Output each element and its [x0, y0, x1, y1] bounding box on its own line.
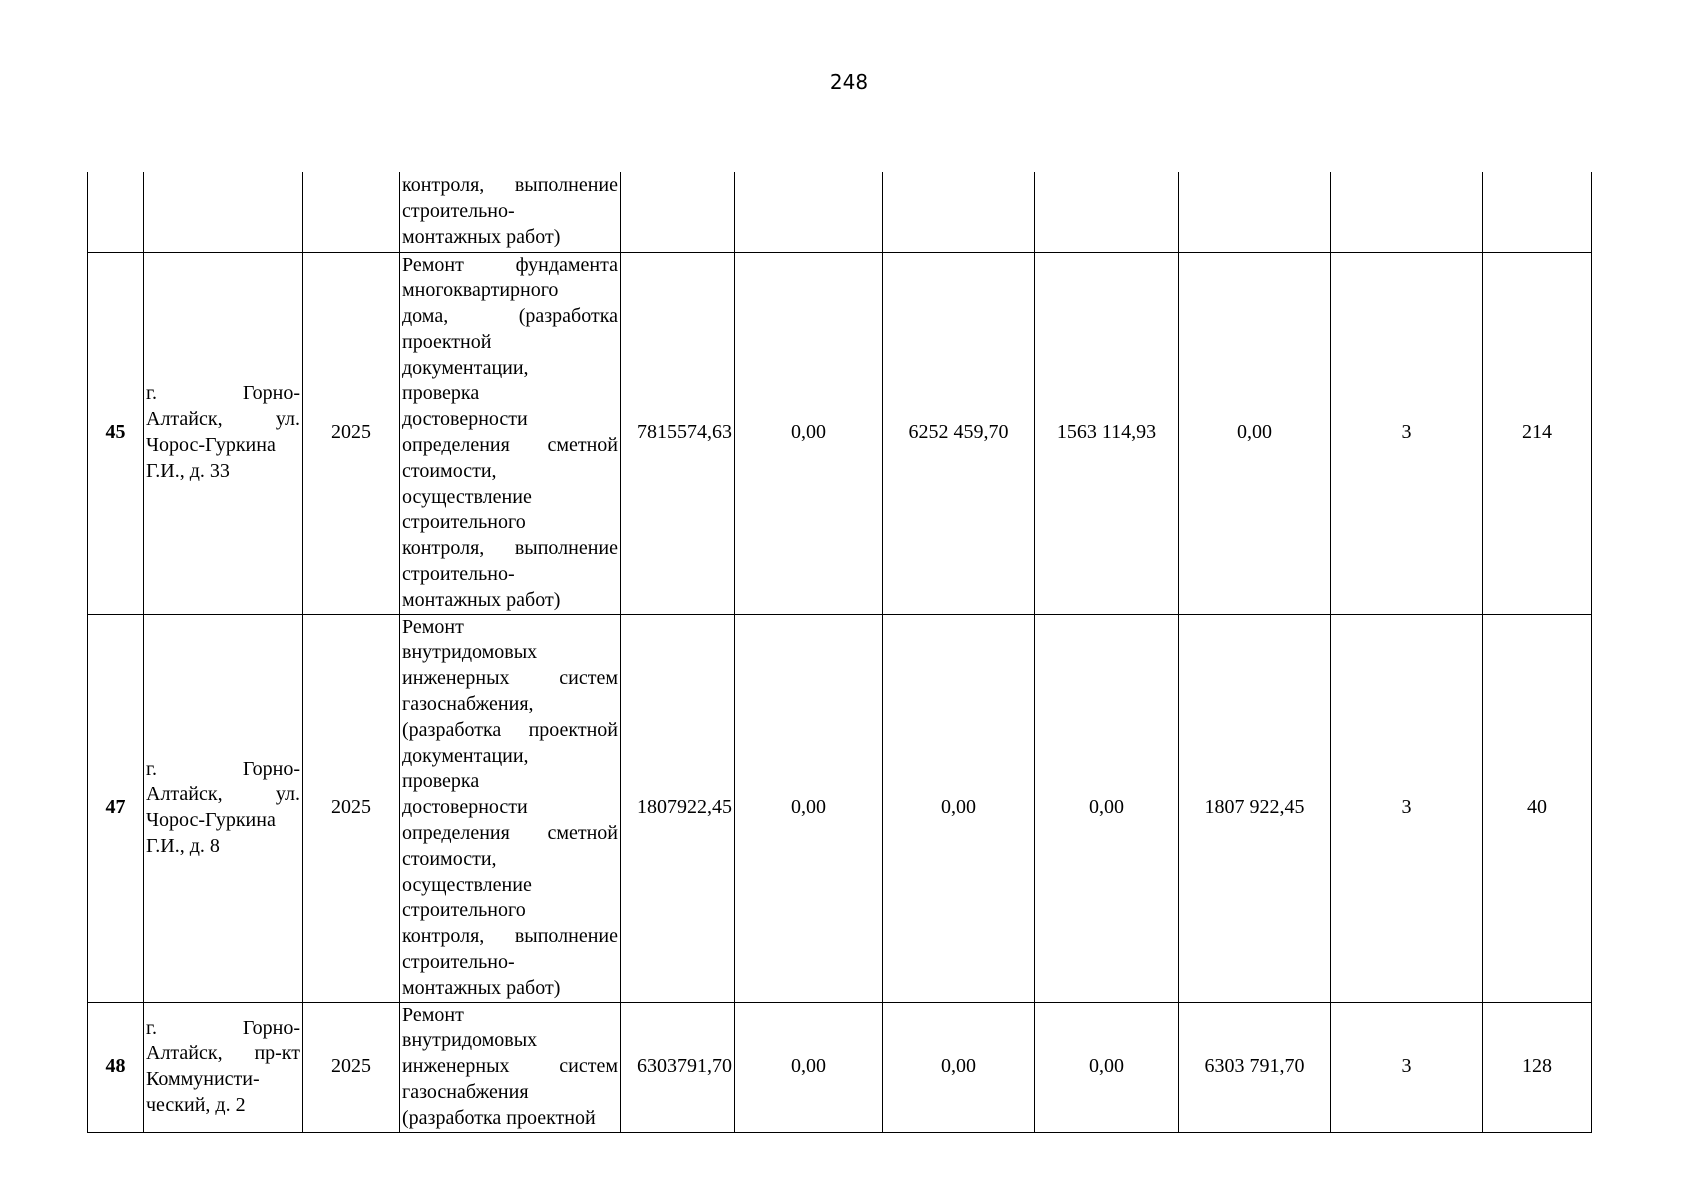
work-description-cell-line: газоснабжения,	[402, 693, 534, 716]
capital-repair-table	[87, 172, 1592, 1133]
work-description-cell-line: осуществление	[402, 485, 532, 508]
work-description-cell-line: дома, (разработка	[402, 305, 618, 328]
work-description-cell-line: документации,	[402, 744, 529, 767]
work-description-cell-line: проверка	[402, 770, 480, 793]
value-cell: 128	[1483, 1002, 1592, 1132]
fund-cell-3	[1035, 172, 1179, 252]
fund-cell-2: 0,00	[883, 1002, 1035, 1132]
work-description-cell-line: контроля, выполнение	[402, 925, 618, 948]
work-description-cell-line: контроля, выполнение	[402, 174, 618, 197]
work-description-cell-line: Ремонт	[402, 1003, 464, 1026]
work-description-cell	[400, 614, 621, 1002]
table-body	[88, 172, 1592, 1132]
address-cell-line: Коммунисти-	[146, 1068, 260, 1091]
fund-cell-4: 1807 922,45	[1179, 614, 1331, 1002]
address-cell-line: Чорос-Гуркина	[146, 434, 276, 457]
work-description-cell-line: осуществление	[402, 873, 532, 896]
work-description-cell-line: определения сметной	[402, 822, 618, 845]
count-cell: 3	[1331, 1002, 1483, 1132]
work-description-cell-line: строительно-	[402, 199, 515, 222]
work-description-cell-line: многоквартирного	[402, 279, 559, 302]
address-cell-line: Алтайск, ул.	[146, 408, 300, 431]
work-description-cell-line: проектной	[402, 330, 492, 353]
fund-cell-1	[735, 172, 883, 252]
fund-cell-2	[883, 172, 1035, 252]
work-description-cell-line: инженерных систем	[402, 667, 618, 690]
work-description-cell-line: определения сметной	[402, 434, 618, 457]
fund-cell-2: 0,00	[883, 614, 1035, 1002]
work-description-cell-line: инженерных систем	[402, 1055, 618, 1078]
address-cell-line: Алтайск, пр-кт	[146, 1042, 300, 1065]
value-cell: 214	[1483, 252, 1592, 614]
address-cell-line: г. Горно-	[146, 1016, 300, 1039]
fund-cell-3: 0,00	[1035, 614, 1179, 1002]
work-description-cell-line: строительного	[402, 899, 526, 922]
page-number: 248	[829, 70, 869, 94]
address-cell-line: Чорос-Гуркина	[146, 809, 276, 832]
address-cell	[144, 252, 303, 614]
work-description-cell-line: газоснабжения	[402, 1081, 529, 1103]
count-cell: 3	[1331, 614, 1483, 1002]
work-description-cell-line: документации,	[402, 356, 529, 379]
fund-cell-1: 0,00	[735, 614, 883, 1002]
count-cell: 3	[1331, 252, 1483, 614]
fund-cell-1: 0,00	[735, 252, 883, 614]
table-row	[88, 252, 1592, 614]
address-cell	[144, 1002, 303, 1132]
fund-cell-2: 6252 459,70	[883, 252, 1035, 614]
fund-cell-1: 0,00	[735, 1002, 883, 1132]
address-cell-line: Алтайск, ул.	[146, 783, 300, 806]
fund-cell-4	[1179, 172, 1331, 252]
work-description-cell-line: Ремонт	[402, 615, 464, 638]
total-cost-cell: 1807922,45	[621, 614, 735, 1002]
table-row	[88, 1002, 1592, 1132]
row-number: 48	[88, 1002, 144, 1132]
address-cell-line: Г.И., д. 33	[146, 459, 230, 482]
address-cell	[144, 614, 303, 1002]
work-description-cell-line: достоверности	[402, 796, 528, 819]
total-cost-cell	[621, 172, 735, 252]
table-row	[88, 614, 1592, 1002]
work-description-cell-line: строительно-	[402, 951, 515, 974]
work-description-cell-line: внутридомовых	[402, 1029, 538, 1052]
address-cell-line: г. Горно-	[146, 382, 300, 405]
work-description-cell-line: проверка	[402, 382, 480, 405]
work-description-cell-line: достоверности	[402, 408, 528, 431]
address-cell-line: г. Горно-	[146, 757, 300, 780]
address-cell	[144, 172, 303, 252]
work-description-cell-line: контроля, выполнение	[402, 537, 618, 560]
work-description-cell-line: монтажных работ)	[402, 225, 561, 248]
total-cost-cell: 7815574,63	[621, 252, 735, 614]
work-description-cell-line: стоимости,	[402, 459, 497, 482]
count-cell	[1331, 172, 1483, 252]
work-description-cell-line: (разработка проектной	[402, 1106, 596, 1129]
work-description-cell	[400, 252, 621, 614]
work-description-cell-line: монтажных работ)	[402, 976, 561, 999]
value-cell: 40	[1483, 614, 1592, 1002]
work-description-cell-line: монтажных работ)	[402, 588, 561, 611]
work-description-cell-line: Ремонт фундамента	[402, 253, 618, 276]
year-cell: 2025	[303, 1002, 400, 1132]
address-cell-line: Г.И., д. 8	[146, 834, 220, 857]
work-description-cell-line: строительно-	[402, 563, 515, 586]
address-cell-line: ческий, д. 2	[146, 1093, 246, 1116]
work-description-cell	[400, 1002, 621, 1132]
table-row	[88, 172, 1592, 252]
total-cost-cell: 6303791,70	[621, 1002, 735, 1132]
row-number	[88, 172, 144, 252]
work-description-cell-line: строительного	[402, 511, 526, 534]
fund-cell-3: 0,00	[1035, 1002, 1179, 1132]
value-cell	[1483, 172, 1592, 252]
work-description-cell	[400, 172, 621, 252]
fund-cell-3: 1563 114,93	[1035, 252, 1179, 614]
row-number: 47	[88, 614, 144, 1002]
year-cell: 2025	[303, 252, 400, 614]
row-number: 45	[88, 252, 144, 614]
fund-cell-4: 0,00	[1179, 252, 1331, 614]
work-description-cell-line: стоимости,	[402, 847, 497, 870]
work-description-cell-line: внутридомовых	[402, 641, 538, 664]
year-cell	[303, 172, 400, 252]
work-description-cell-line: (разработка проектной	[402, 718, 618, 741]
year-cell: 2025	[303, 614, 400, 1002]
fund-cell-4: 6303 791,70	[1179, 1002, 1331, 1132]
